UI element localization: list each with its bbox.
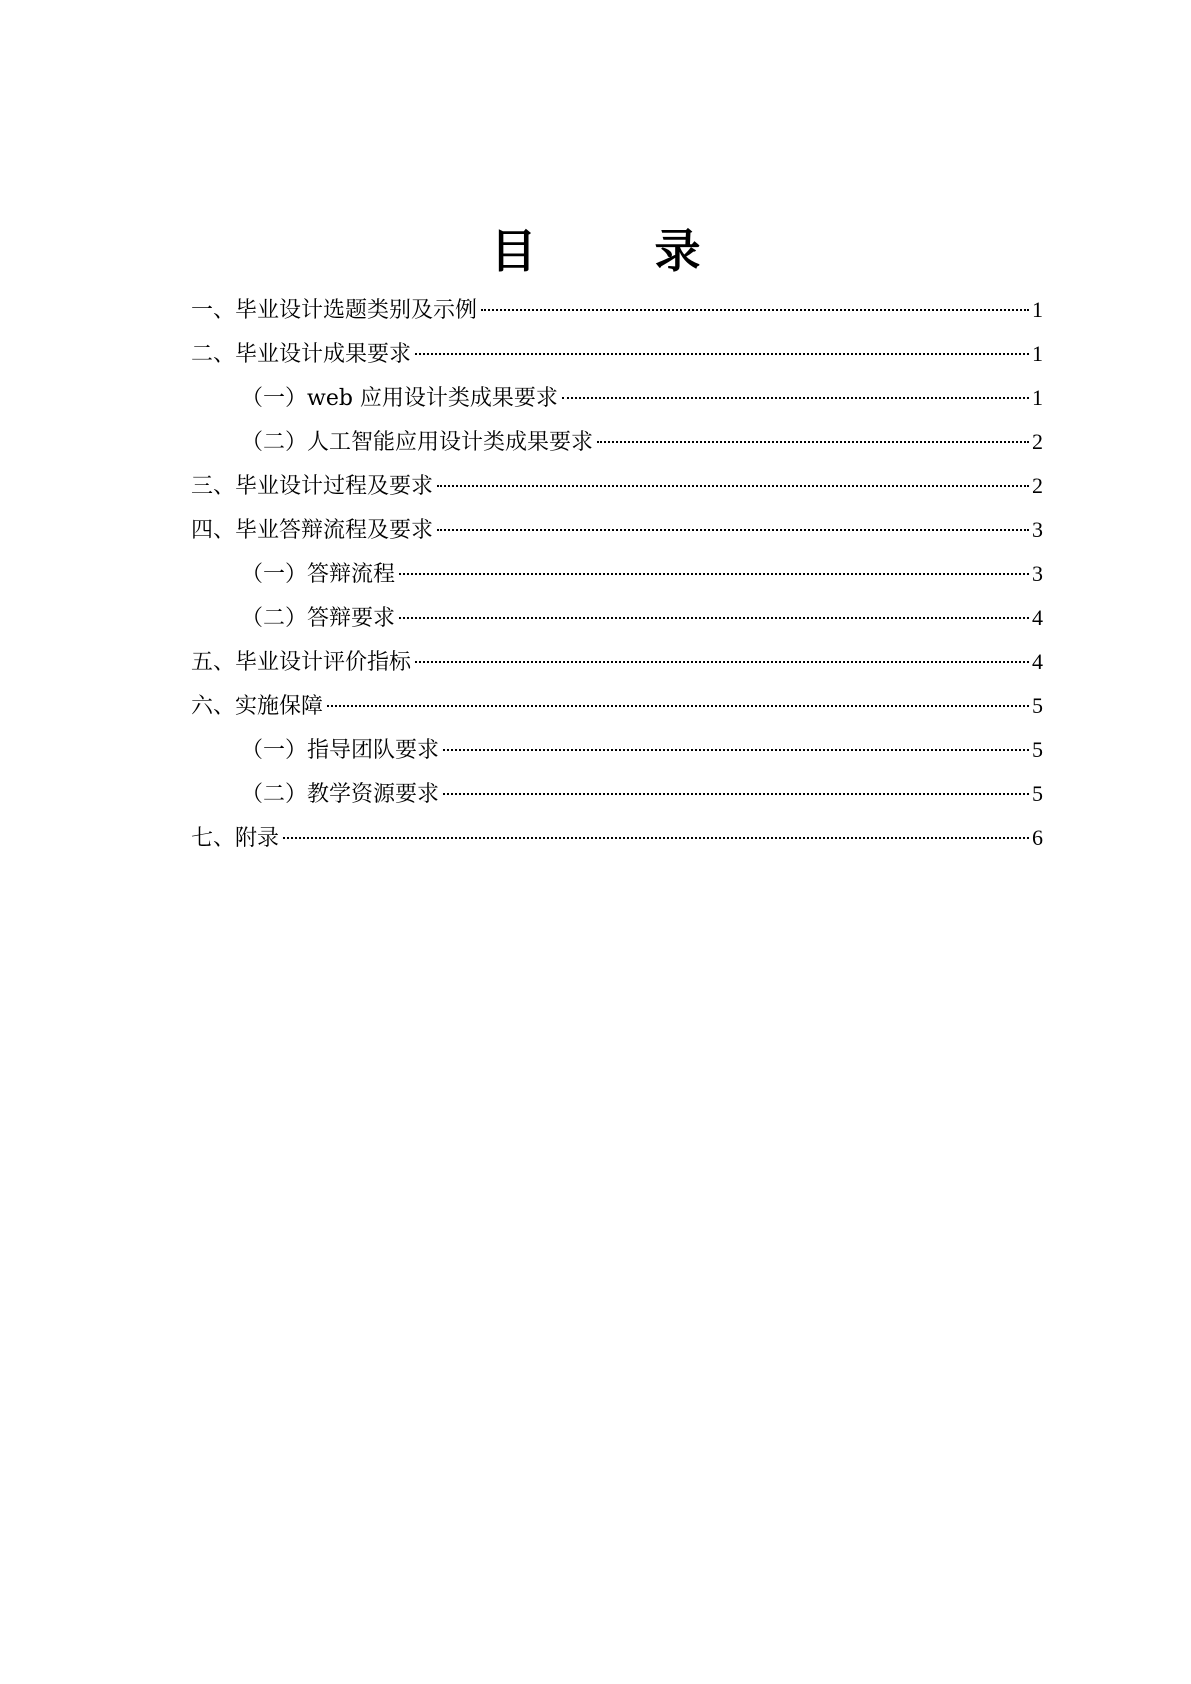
toc-entry-label: 七、附录: [191, 826, 280, 851]
dot-leader: [481, 309, 1029, 311]
toc-subentry[interactable]: [191, 596, 1043, 640]
toc-entry-label: （一）web 应用设计类成果要求: [241, 386, 558, 411]
toc-entry[interactable]: [191, 464, 1043, 508]
toc-entry-page-number: 5: [1032, 781, 1043, 806]
toc-entry-label: （二）教学资源要求: [241, 782, 440, 807]
dot-leader: [437, 529, 1029, 531]
toc-entry-page-number: 4: [1032, 649, 1043, 674]
toc-subentry[interactable]: [191, 728, 1043, 772]
toc-title: 目 录: [490, 223, 737, 278]
toc-entry-page-number: 6: [1032, 825, 1043, 850]
toc-subentry[interactable]: [191, 552, 1043, 596]
toc-entry[interactable]: [191, 816, 1043, 860]
dot-leader: [443, 749, 1029, 751]
toc-subentry[interactable]: [191, 772, 1043, 816]
dot-leader: [399, 573, 1029, 575]
toc-entry-label: 四、毕业答辩流程及要求: [191, 518, 434, 543]
dot-leader: [597, 441, 1029, 443]
toc-entry-label: 五、毕业设计评价指标: [191, 650, 412, 675]
toc-entry[interactable]: [191, 288, 1043, 332]
toc-entry-label: 三、毕业设计过程及要求: [191, 474, 434, 499]
dot-leader: [562, 397, 1029, 399]
toc-entry-label: （一）答辩流程: [241, 562, 396, 587]
toc-entry-page-number: 1: [1032, 297, 1043, 322]
dot-leader: [443, 793, 1029, 795]
toc-entry-label: （二）答辩要求: [241, 606, 396, 631]
toc-entry-page-number: 3: [1032, 561, 1043, 586]
table-of-contents: [191, 288, 1043, 860]
toc-entry-label: 六、实施保障: [191, 694, 324, 719]
toc-entry-page-number: 2: [1032, 429, 1043, 454]
toc-entry-label: 二、毕业设计成果要求: [191, 342, 412, 367]
toc-entry-label: 一、毕业设计选题类别及示例: [191, 298, 478, 323]
toc-entry-page-number: 3: [1032, 517, 1043, 542]
toc-entry-page-number: 5: [1032, 737, 1043, 762]
toc-entry[interactable]: [191, 332, 1043, 376]
dot-leader: [437, 485, 1029, 487]
dot-leader: [399, 617, 1029, 619]
toc-entry-label: （二）人工智能应用设计类成果要求: [241, 430, 594, 455]
toc-entry-page-number: 4: [1032, 605, 1043, 630]
dot-leader: [415, 661, 1029, 663]
toc-entry[interactable]: [191, 684, 1043, 728]
toc-entry[interactable]: [191, 508, 1043, 552]
toc-entry-page-number: 1: [1032, 385, 1043, 410]
toc-subentry[interactable]: [191, 376, 1043, 420]
toc-entry-label: （一）指导团队要求: [241, 738, 440, 763]
toc-subentry[interactable]: [191, 420, 1043, 464]
toc-entry-page-number: 2: [1032, 473, 1043, 498]
toc-entry-page-number: 5: [1032, 693, 1043, 718]
toc-entry[interactable]: [191, 640, 1043, 684]
dot-leader: [283, 837, 1029, 839]
dot-leader: [415, 353, 1029, 355]
dot-leader: [327, 705, 1029, 707]
toc-entry-page-number: 1: [1032, 341, 1043, 366]
